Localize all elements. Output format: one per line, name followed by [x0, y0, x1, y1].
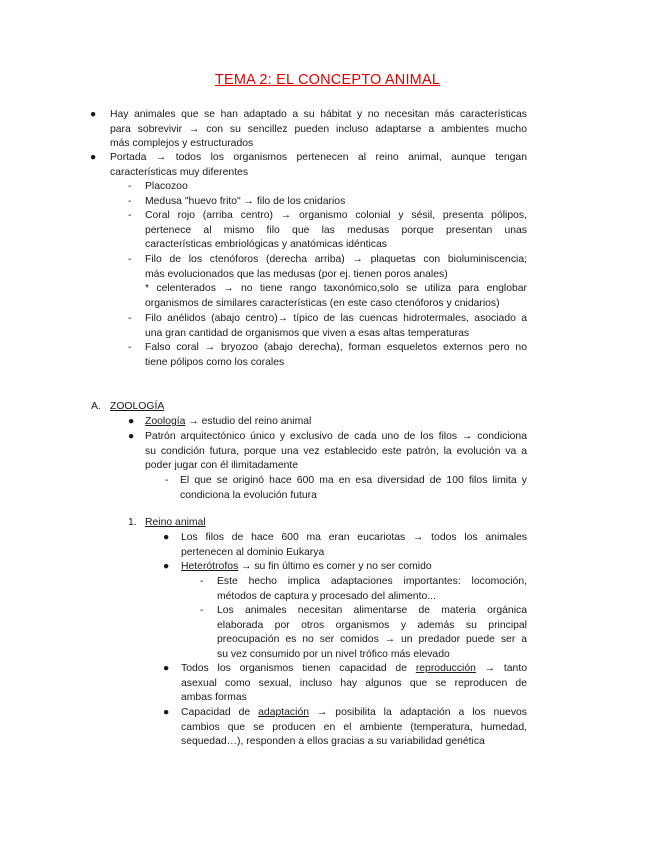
text-line: Patrón arquitectónico único y exclusivo de cada uno de los filos → condiciona — [145, 431, 527, 442]
text-line: poder jugar con él ilimitadamente — [145, 460, 299, 472]
text-line — [145, 415, 527, 430]
term-reproduccion: reproducción — [415, 663, 476, 674]
dash-bullet: - — [128, 210, 132, 221]
term-definition: → su fin último es comer y no ser comido — [238, 561, 432, 572]
text-span: → tanto — [475, 663, 528, 674]
text-line: Filo anélidos (abajo centro)→ típico de las cuencas hidrotermales, asociado a — [145, 313, 527, 324]
intro-bullet-adaptation — [110, 108, 527, 152]
reino-heterotrofos — [181, 560, 527, 575]
section-marker: 1. — [128, 517, 137, 528]
page-title: TEMA 2: EL CONCEPTO ANIMAL — [214, 72, 441, 88]
zoologia-definition — [145, 415, 527, 430]
text-line: Portada → todos los organismos pertenecen al reino animal, aunque tengan — [110, 152, 527, 163]
bullet-icon: ● — [128, 431, 135, 442]
text-span: → posibilita la adaptación a los nuevos — [309, 707, 528, 718]
text-line: organismos de similares características (en este caso ctenóforos y cnidarios) — [145, 297, 500, 309]
text-span: Capacidad de — [181, 707, 259, 718]
term-heterotrofos: Heterótrofos — [181, 561, 239, 572]
text-line: preocupación es no ser comidos → un predador puede ser a — [217, 634, 527, 646]
heterotrofos-materia-organica — [217, 604, 527, 662]
text-line: características embriológicas y anatómicas idénticas — [145, 239, 387, 251]
text-line: ambas formas — [181, 692, 247, 704]
text-line — [181, 560, 527, 575]
dash-bullet: - — [200, 605, 204, 616]
section-heading-reino-animal — [145, 516, 345, 531]
dash-bullet: - — [165, 475, 169, 486]
portada-item-falso-coral — [145, 341, 527, 370]
text-line: Hay animales que se han adaptado a su hábitat y no necesitan más características — [110, 109, 527, 120]
text-line: Este hecho implica adaptaciones importantes: locomoción, — [217, 576, 527, 587]
intro-bullet-portada — [110, 151, 527, 180]
text-line: Medusa "huevo frito" → filo de los cnidarios — [145, 196, 346, 207]
text-line: El que se originó hace 600 ma en esa diversidad de 100 filos limita y — [180, 475, 527, 486]
text-line: Falso coral → bryozoo (abajo derecha), forman esqueletos externos pero no — [145, 342, 527, 353]
bullet-icon: ● — [128, 416, 135, 427]
zoologia-patron-detail — [180, 474, 527, 503]
text-line: una gran cantidad de organismos que viven a esas altas temperaturas — [145, 327, 470, 339]
text-line: Los filos de hace 600 ma eran eucariotas → todos los animales — [181, 532, 527, 543]
text-line: Los animales necesitan alimentarse de materia orgánica — [217, 605, 527, 616]
dash-bullet: - — [128, 181, 132, 192]
reino-eucariotas — [181, 531, 527, 560]
text-line: para sobrevivir → con su sencillez pueden incluso adaptarse a ambientes mucho — [110, 123, 527, 135]
text-line: métodos de captura y procesado del alimento... — [217, 590, 436, 602]
portada-item-placozoo — [145, 180, 527, 195]
term-adaptacion: adaptación — [258, 707, 309, 718]
zoologia-patron — [145, 430, 527, 474]
text-line: Coral rojo (arriba centro) → organismo colonial y sésil, presenta pólipos, — [145, 210, 527, 221]
dash-bullet: - — [128, 196, 132, 207]
text-line: sequedad…), responden a ellos gracias a su variabilidad genética — [181, 736, 485, 748]
text-line: elaborada por otros organismos y además su principal — [217, 619, 527, 631]
bullet-icon: ● — [163, 561, 170, 572]
text-line: asexual como sexual, incluso hay algunos que se reproducen de — [181, 677, 527, 689]
text-line: cambios que se producen en el ambiente (temperatura, humedad, — [181, 721, 527, 733]
text-line: más complejos y estructurados — [110, 138, 254, 150]
bullet-icon: ● — [90, 152, 97, 163]
text-line — [181, 706, 527, 721]
text-span: Todos los organismos tienen capacidad de — [181, 663, 416, 674]
text-line: su condición futura, porque una vez establecido este patrón, la evolución va a — [145, 445, 527, 457]
section-marker: A. — [91, 401, 101, 412]
portada-item-anelidos — [145, 312, 527, 341]
heterotrofos-adaptaciones — [217, 575, 527, 604]
portada-item-coral-rojo — [145, 209, 527, 253]
section-heading-text: Reino animal — [145, 517, 206, 528]
reino-reproduccion — [181, 662, 527, 706]
bullet-icon: ● — [163, 532, 170, 543]
section-heading-text: ZOOLOGÍA — [110, 401, 165, 412]
text-line: condiciona la evolución futura — [180, 489, 317, 501]
dash-bullet: - — [128, 342, 132, 353]
term-zoologia: Zoología — [145, 416, 186, 427]
text-line: pertenece al mismo filo que las medusas porque presentan unas — [145, 224, 527, 236]
text-line: características muy diferentes — [110, 166, 249, 178]
portada-item-ctenoforos — [145, 253, 527, 311]
dash-bullet: - — [128, 313, 132, 324]
text-line: tiene pólipos como los corales — [145, 356, 285, 368]
text-line: pertenecen al dominio Eukarya — [181, 546, 325, 558]
dash-bullet: - — [200, 576, 204, 587]
dash-bullet: - — [128, 254, 132, 265]
text-line: Placozoo — [145, 181, 188, 192]
bullet-icon: ● — [90, 109, 97, 120]
section-heading-zoologia — [110, 400, 310, 415]
text-line: Filo de los ctenóforos (derecha arriba) → plaquetas con bioluminiscencia; — [145, 254, 527, 265]
bullet-icon: ● — [163, 707, 170, 718]
bullet-icon: ● — [163, 663, 170, 674]
text-line: más evolucionados que las medusas (por ej. tienen poros anales) — [145, 268, 448, 280]
reino-adaptacion — [181, 706, 527, 750]
text-line: * celenterados → no tiene rango taxonómico,solo se utiliza para englobar — [145, 283, 527, 295]
text-line — [181, 662, 527, 677]
term-definition: → estudio del reino animal — [185, 416, 312, 427]
text-line: su vez consumido por un nivel trófico más elevado — [217, 648, 450, 660]
portada-item-medusa — [145, 195, 527, 210]
